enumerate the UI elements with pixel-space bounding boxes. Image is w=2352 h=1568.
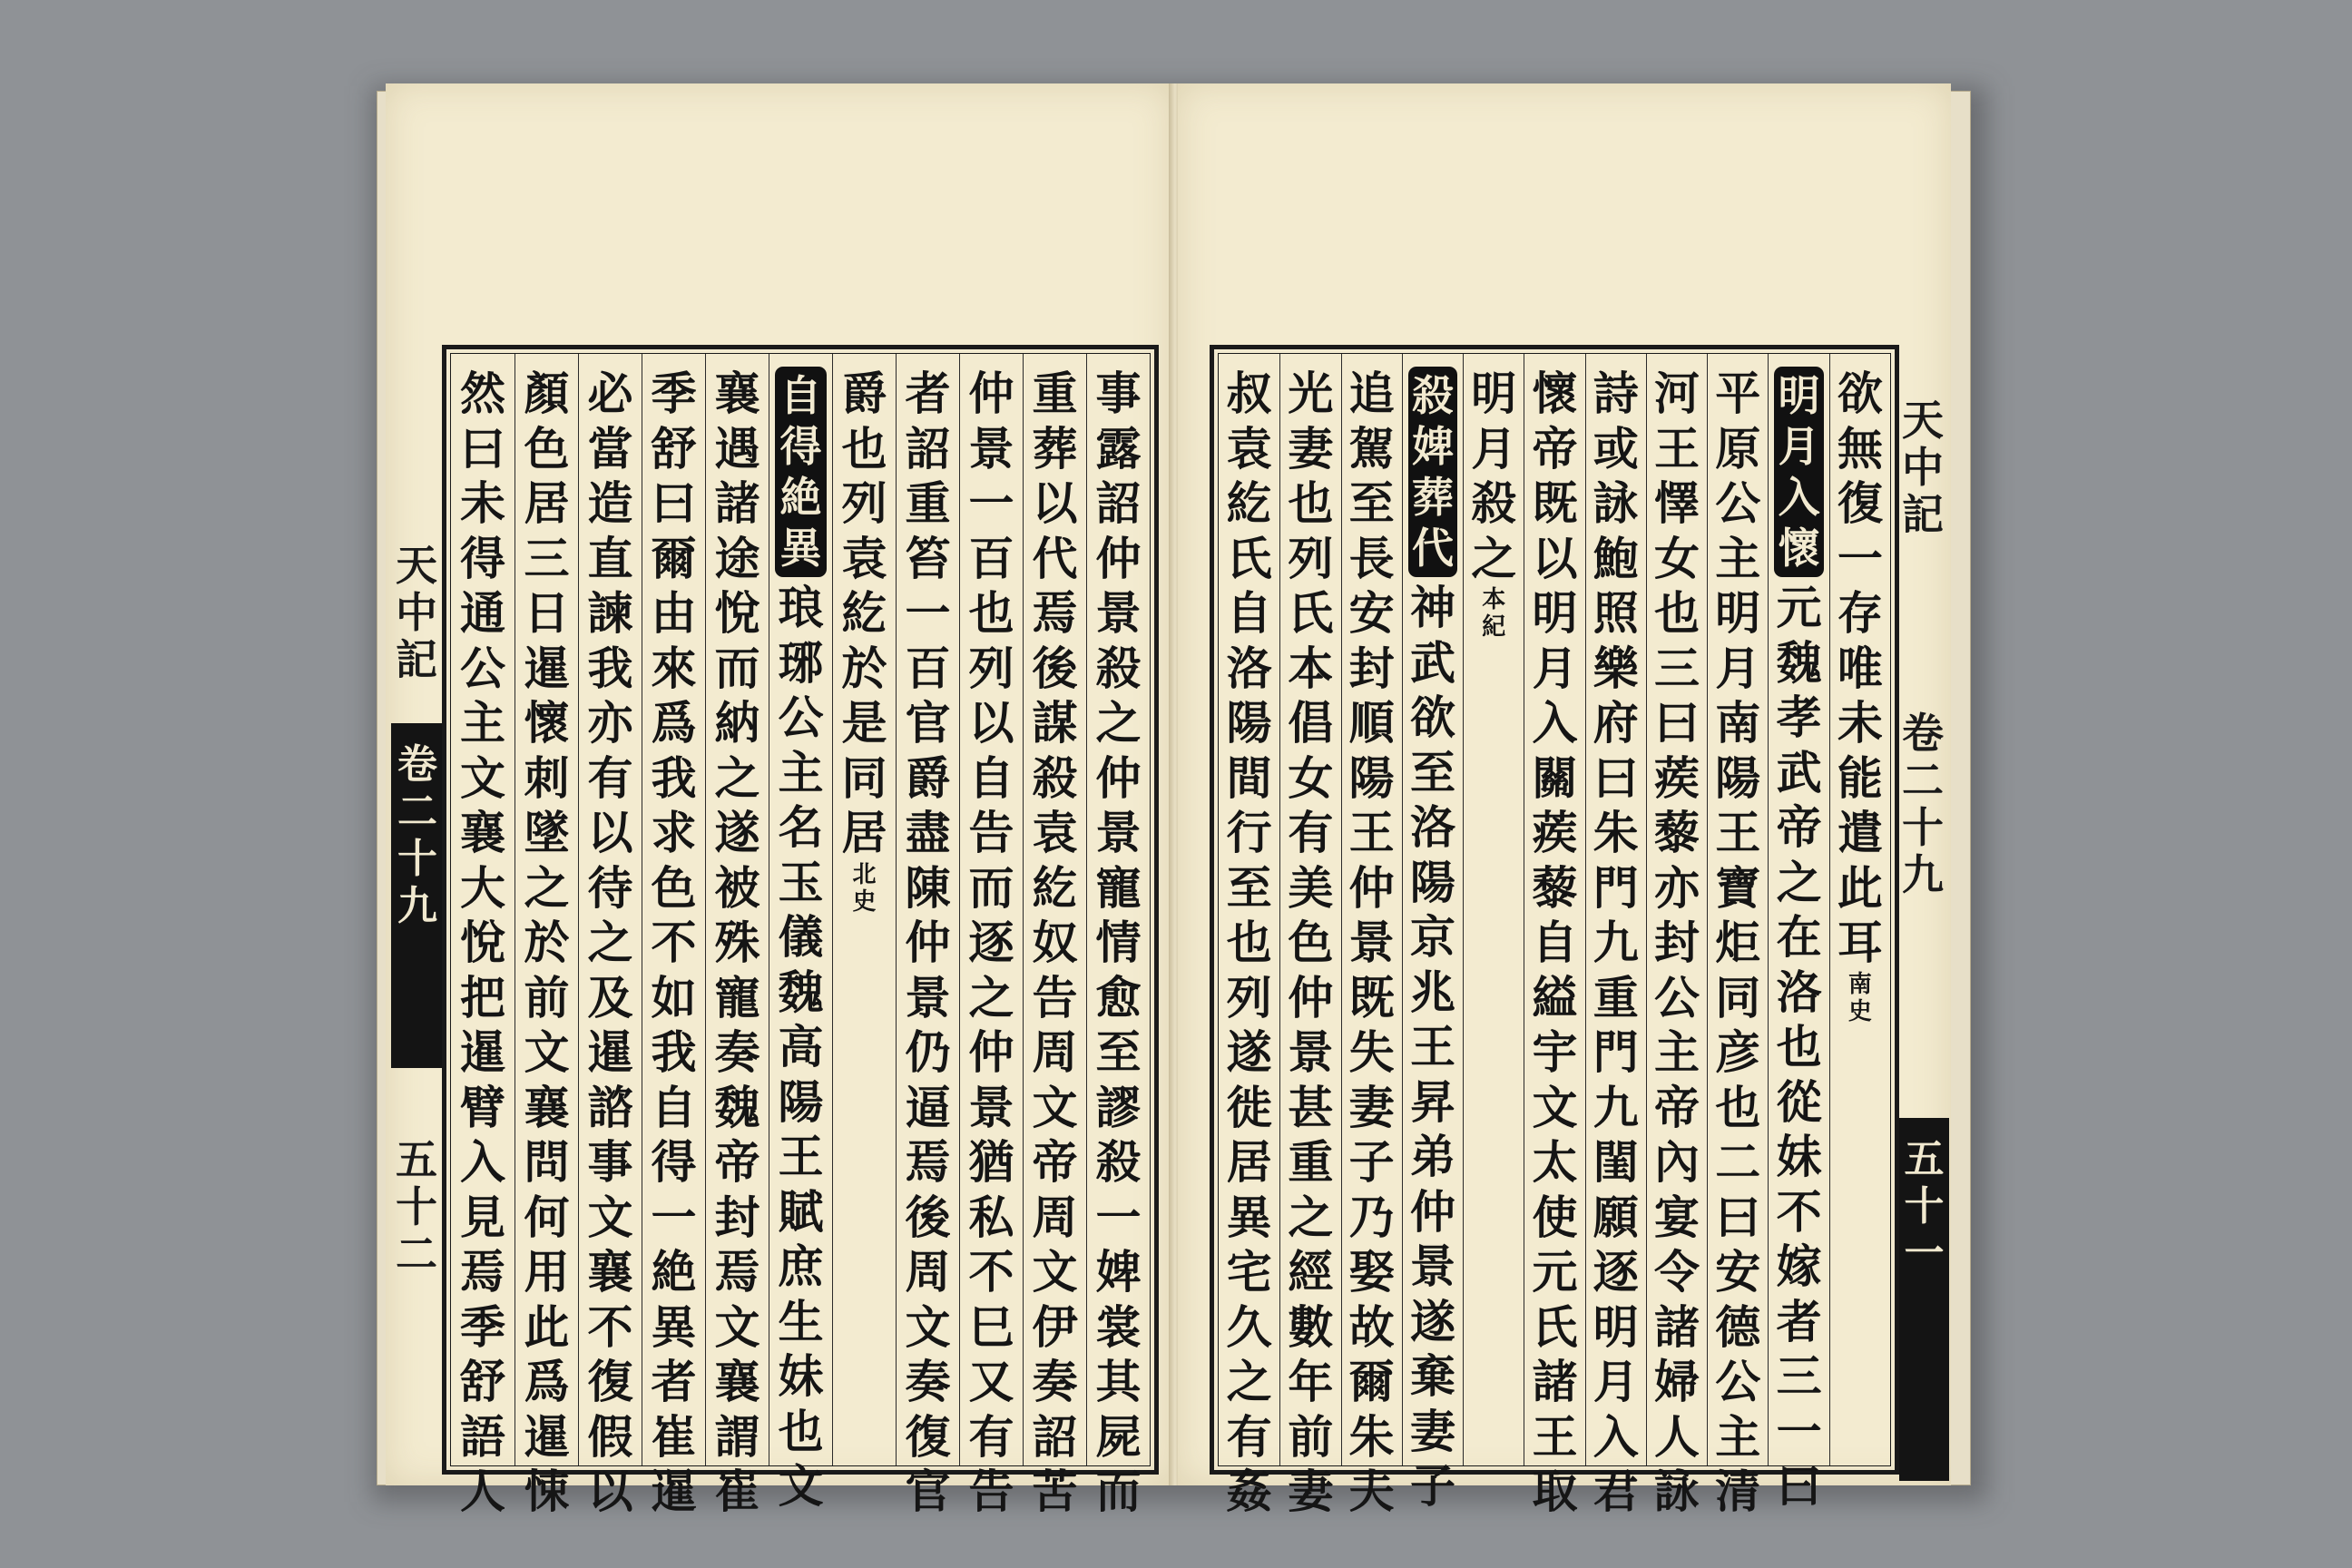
section-heading: 自得絶異 (775, 367, 827, 577)
column-text-block (1524, 367, 1584, 1520)
column-text-block (1769, 367, 1828, 1514)
column-body-text: 事露詔仲景殺之仲景寵情愈至謬殺一婢裳其屍而 (1095, 367, 1142, 1518)
column-body-text: 元魏孝武帝之在洛也從妹不嫁者三一曰 (1776, 581, 1822, 1513)
column-text-block (1586, 367, 1646, 1520)
column-text-block (1280, 367, 1340, 1520)
column-body-text: 季舒曰爾由來爲我求色不如我自得一絶異者崔暹 (651, 367, 697, 1518)
column-text-block (960, 367, 1023, 1520)
column-body-text: 叔袁紇氏自洛陽間行至也列遂徙居異宅久之有姦 (1226, 367, 1272, 1518)
column-text-block (833, 367, 896, 916)
column-text-block (706, 367, 769, 1520)
text-column (1279, 354, 1340, 1518)
column-text-block (451, 367, 514, 1520)
column-text-block (897, 367, 959, 1520)
text-column (1341, 354, 1402, 1518)
text-column (1023, 354, 1086, 1518)
right-margin-title: 天中記 (1902, 396, 1944, 539)
column-text-block (1024, 367, 1086, 1520)
column-body-text: 河王懌女也三曰蒺藜亦封公主帝內宴令諸婦人詠 (1654, 367, 1700, 1518)
column-body-text: 仲景一百也列以自告而逐之仲景猶私不巳又有告 (968, 367, 1014, 1518)
column-body-text: 襄遇諸途悅而納之遂被殊寵奏魏帝封焉文襄謂崔 (714, 367, 760, 1518)
text-column (1402, 354, 1463, 1513)
source-note: 北史 (852, 860, 877, 916)
column-body-text: 追駕至長安封順陽王仲景既失妻子乃娶故爾朱夫 (1348, 367, 1395, 1518)
column-body-text: 懷帝既以明月入關蒺藜自縊宇文太使元氏諸王取 (1532, 367, 1578, 1518)
column-body-text: 必當造直諫我亦有以待之及暹諮事文襄不復假以 (587, 367, 633, 1518)
text-column (832, 354, 896, 1465)
column-body-text: 顏色居三日暹懷刺墜之於前文襄問何用此爲暹悚 (524, 367, 570, 1518)
column-body-text: 欲無復一存唯未能遣此耳 (1837, 367, 1883, 969)
right-margin-volume: 卷二十九 (1902, 709, 1944, 899)
text-column (514, 354, 578, 1518)
column-text-block (769, 367, 832, 1514)
column-body-text: 者詔重笞一百官爵盡陳仲景仍逼焉後周文奏復官 (905, 367, 951, 1518)
column-body-text: 光妻也列氏本倡女有美色仲景甚重之經數年前妻 (1288, 367, 1334, 1518)
left-margin-title: 天中記 (396, 541, 437, 684)
left-text-frame (442, 345, 1159, 1518)
right-margin-page-number: 五十一 (1899, 1118, 1949, 1481)
text-column (1707, 354, 1768, 1518)
left-margin-volume-strip: 卷二十九 (391, 723, 444, 1068)
text-column (896, 354, 959, 1518)
text-column (642, 354, 705, 1518)
text-column (451, 354, 514, 1518)
section-heading: 明月入懷 (1774, 367, 1823, 577)
text-column (1646, 354, 1707, 1518)
column-text-block (642, 367, 705, 1520)
section-heading: 殺婢葬代 (1408, 367, 1457, 577)
text-column (769, 354, 832, 1513)
column-body-text: 琅琊公主名玉儀魏高陽王賦庶生妹也文 (778, 581, 824, 1513)
column-text-block (1464, 367, 1524, 642)
right-text-frame (1210, 345, 1899, 1518)
column-body-text: 然曰未得通公主文襄大悅把暹臂入見焉季舒語人 (460, 367, 505, 1518)
column-body-text: 平原公主明月南陽王寶炬同彦也二曰安德公主清 (1715, 367, 1761, 1518)
left-columns (451, 354, 1150, 1518)
text-column (1219, 354, 1279, 1518)
column-text-block (1830, 367, 1890, 1025)
column-text-block (1087, 367, 1150, 1520)
left-margin-page-number: 五十二 (396, 1135, 437, 1279)
column-text-block (579, 367, 642, 1520)
text-column (1086, 354, 1150, 1518)
column-body-text: 明月殺之 (1471, 367, 1517, 585)
text-column (1524, 354, 1584, 1518)
text-column (959, 354, 1023, 1518)
column-body-text: 詩或詠鮑照樂府曰朱門九重門九閨願逐明月入君 (1592, 367, 1639, 1518)
right-page (1178, 83, 1951, 1518)
column-text-block (1647, 367, 1707, 1520)
text-column (1768, 354, 1828, 1513)
text-column (578, 354, 642, 1518)
text-column (1463, 354, 1524, 1465)
column-body-text: 重葬以代焉後謀殺袁紇奴告周文帝周文伊奏詔苦 (1032, 367, 1078, 1518)
column-text-block (1403, 367, 1463, 1514)
column-body-text: 爵也列袁紇於是同居 (841, 367, 887, 859)
column-text-block (1342, 367, 1402, 1520)
column-text-block (1708, 367, 1768, 1520)
left-page (386, 83, 1171, 1518)
right-columns (1219, 354, 1890, 1518)
source-note: 本紀 (1482, 586, 1506, 641)
column-text-block (1219, 367, 1279, 1520)
text-column (705, 354, 769, 1518)
text-column (1585, 354, 1646, 1518)
text-column (1829, 354, 1890, 1465)
column-text-block (515, 367, 578, 1520)
source-note: 南史 (1847, 970, 1872, 1025)
column-body-text: 神武欲至洛陽京兆王昇弟仲景遂棄妻子 (1409, 581, 1455, 1513)
